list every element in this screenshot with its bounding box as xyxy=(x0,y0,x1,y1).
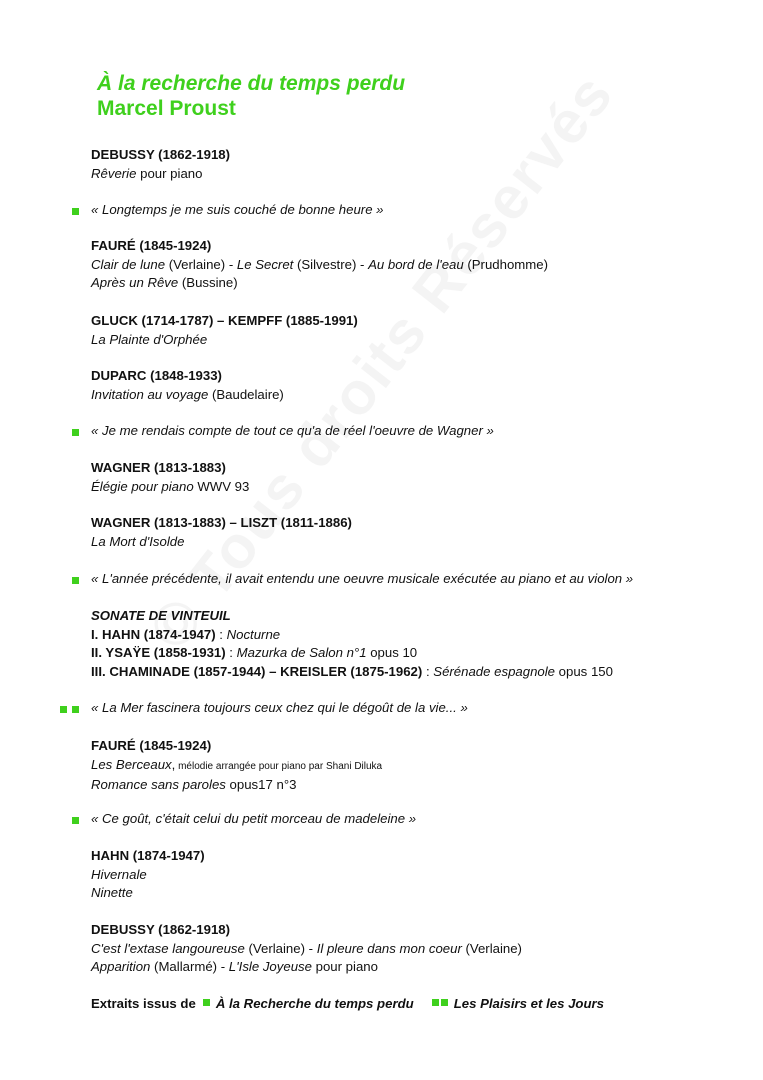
work-line xyxy=(91,776,382,795)
composer-name: GLUCK (1714-1787) – KEMPFF (1885-1991) xyxy=(91,313,358,328)
work-note: mélodie arrangée pour piano par Shani Diluka xyxy=(175,760,383,772)
work-title: Invitation au voyage xyxy=(91,386,209,402)
work-detail: pour piano xyxy=(136,165,203,181)
quote: « L'année précédente, il avait entendu une oeuvre musicale exécutée au piano et au violon » xyxy=(91,571,634,586)
work-title: Le Secret xyxy=(236,256,294,272)
program-item xyxy=(91,514,352,551)
work-detail: (Mallarmé) - xyxy=(150,959,229,974)
separator: : xyxy=(215,626,227,642)
program-item xyxy=(91,607,613,681)
work-detail: (Verlaine) - xyxy=(165,256,237,272)
work-title: Élégie pour piano xyxy=(91,478,194,494)
work-title: Apparition xyxy=(91,959,151,974)
composer-name: DEBUSSY (1862-1918) xyxy=(91,922,231,937)
work-title: Sérénade espagnole xyxy=(433,663,556,679)
program-item xyxy=(91,847,205,903)
work-detail: opus17 n°3 xyxy=(225,777,297,792)
bullet-square-icon xyxy=(60,706,67,713)
work-detail: (Verlaine) xyxy=(461,940,522,956)
work-title: Mazurka de Salon n°1 xyxy=(236,645,367,660)
work-detail: (Silvestre) - xyxy=(293,256,369,272)
source-title: À la Recherche du temps perdu xyxy=(215,996,414,1011)
composer-name: III. CHAMINADE (1857-1944) – KREISLER (1875-1962) xyxy=(91,663,423,679)
work-line xyxy=(91,756,382,777)
composer-name: DUPARC (1848-1933) xyxy=(91,368,222,383)
composer-name: I. HAHN (1874-1947) xyxy=(91,626,216,642)
program-item xyxy=(91,146,230,183)
work-title: Les Berceaux xyxy=(91,756,172,772)
author-name: Marcel Proust xyxy=(97,97,236,120)
work-line xyxy=(91,940,522,959)
work-title: Après un Rêve xyxy=(91,275,179,290)
movement-line xyxy=(91,626,613,645)
work-line xyxy=(91,478,249,497)
sonata-title: SONATE DE VINTEUIL xyxy=(91,608,231,623)
bullet-square-icon xyxy=(72,706,79,713)
quote: « La Mer fascinera toujours ceux chez qui le dégoût de la vie... » xyxy=(91,700,468,715)
work-line xyxy=(91,165,230,184)
work-detail: pour piano xyxy=(311,959,378,974)
bullet-square-icon xyxy=(72,577,79,584)
program-item xyxy=(91,921,522,977)
program-item xyxy=(91,459,249,496)
bullet-square-icon xyxy=(72,208,79,215)
footer-sources xyxy=(91,995,604,1013)
page-title: À la recherche du temps perdu xyxy=(97,72,406,95)
bullet-square-icon xyxy=(432,999,439,1006)
work-title: La Mort d'Isolde xyxy=(91,533,185,549)
source-title: Les Plaisirs et les Jours xyxy=(453,996,604,1011)
bullet-square-icon xyxy=(441,999,448,1006)
work-line xyxy=(91,958,522,977)
work-title: L'Isle Joyeuse xyxy=(228,959,312,974)
work-line xyxy=(91,386,284,405)
composer-name: HAHN (1874-1947) xyxy=(91,848,205,863)
bullet-square-icon xyxy=(72,817,79,824)
bullet-square-icon xyxy=(203,999,210,1006)
program-item xyxy=(91,367,284,404)
work-title: Il pleure dans mon coeur xyxy=(316,940,462,956)
program-item xyxy=(91,237,548,293)
bullet-square-icon xyxy=(72,429,79,436)
composer-name: FAURÉ (1845-1924) xyxy=(91,238,212,253)
work-title: Ninette xyxy=(91,885,133,900)
separator: : xyxy=(225,645,237,660)
work-title: Clair de lune xyxy=(91,256,166,272)
work-title: C'est l'extase langoureuse xyxy=(91,940,245,956)
movement-line xyxy=(91,644,613,663)
work-title: La Plainte d'Orphée xyxy=(91,331,208,347)
quote: « Je me rendais compte de tout ce qu'a de réel l'oeuvre de Wagner » xyxy=(91,423,494,438)
work-title: Hivernale xyxy=(91,866,147,882)
work-title: Au bord de l'eau xyxy=(368,256,464,272)
work-detail: opus 10 xyxy=(366,645,418,660)
work-detail: (Baudelaire) xyxy=(208,386,284,402)
movement-line xyxy=(91,663,613,682)
composer-name: FAURÉ (1845-1924) xyxy=(91,738,212,753)
quote: « Longtemps je me suis couché de bonne heure » xyxy=(91,202,384,217)
work-line xyxy=(91,274,548,293)
work-title: Romance sans paroles xyxy=(91,777,226,792)
composer-name: WAGNER (1813-1883) xyxy=(91,460,226,475)
work-detail: WWV 93 xyxy=(193,478,250,494)
work-detail: (Bussine) xyxy=(178,275,238,290)
work-detail: (Verlaine) - xyxy=(244,940,317,956)
program-item xyxy=(91,312,358,349)
work-detail: (Prudhomme) xyxy=(463,256,548,272)
work-detail: , xyxy=(171,756,176,772)
composer-name: WAGNER (1813-1883) – LISZT (1811-1886) xyxy=(91,515,352,530)
composer-name: II. YSAŸE (1858-1931) xyxy=(91,645,226,660)
work-title: Nocturne xyxy=(226,626,281,642)
quote: « Ce goût, c'était celui du petit morceau de madeleine » xyxy=(91,811,417,826)
work-detail: opus 150 xyxy=(555,663,613,679)
work-title: Rêverie xyxy=(91,165,137,181)
separator: : xyxy=(422,663,434,679)
footer-prefix: Extraits issus de xyxy=(91,996,196,1011)
program-item xyxy=(91,737,382,795)
composer-name: DEBUSSY (1862-1918) xyxy=(91,147,231,162)
work-line xyxy=(91,256,548,275)
